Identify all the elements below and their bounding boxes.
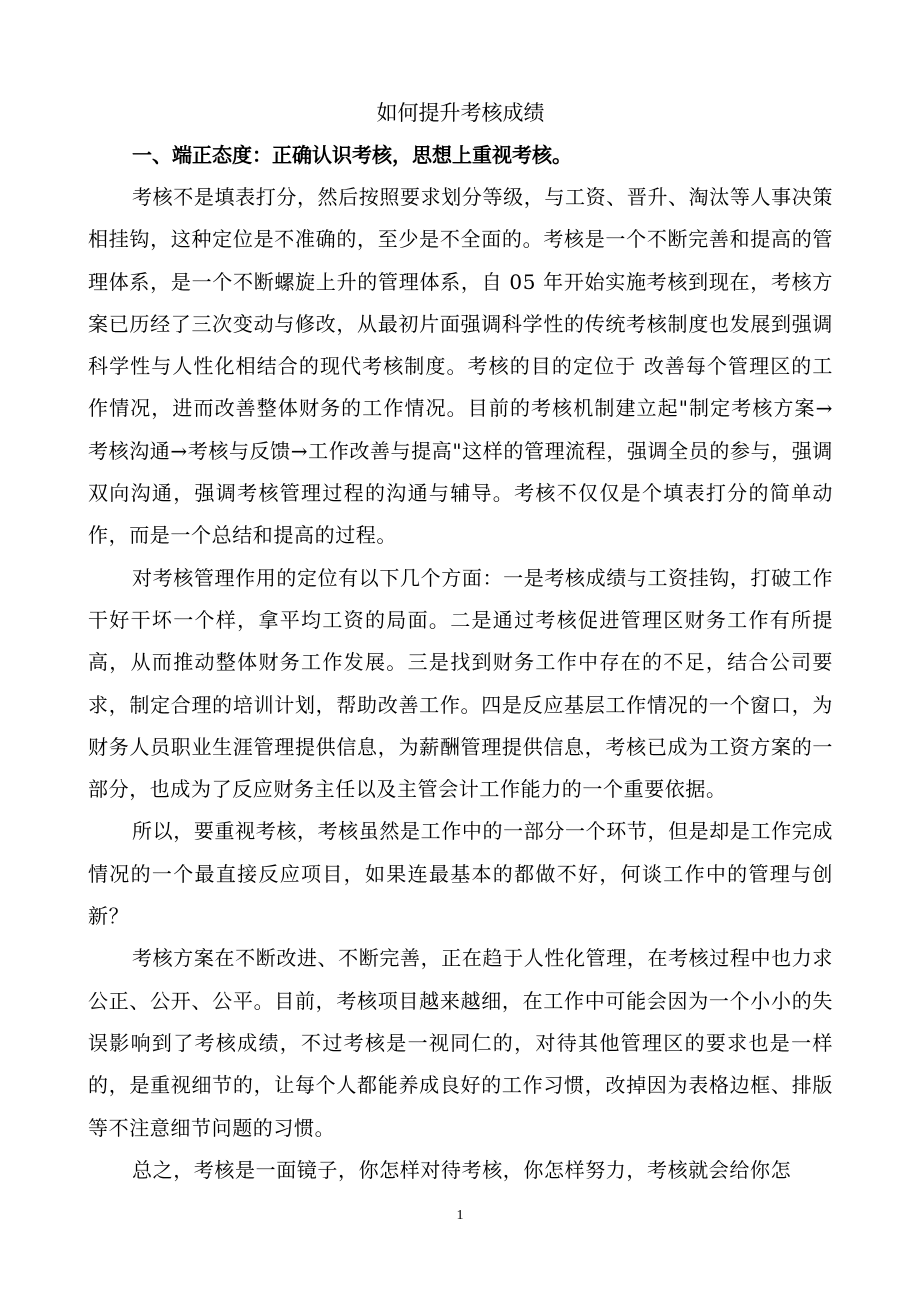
paragraph-5: 总之，考核是一面镜子，你怎样对待考核，你怎样努力，考核就会给你怎 xyxy=(132,1157,792,1182)
paragraph-4: 考核方案在不断改进、不断完善，正在趋于人性化管理，在考核过程中也力求公正、公开、公平。目前，考核项目越来越细，在工作中可能会因为一个小小的失误影响到了考核成绩，不过考核是一视同仁的，对待其他管理区的要求也是一样的，是重视细节的，让每个人都能养成良好的工作习惯，改掉因为表格边框、排版等不注意细节问题的习惯。 xyxy=(88,946,833,1140)
page-title: 如何提升考核成绩 xyxy=(376,101,545,125)
document-body xyxy=(88,92,833,1191)
page-number: 1 xyxy=(456,1208,464,1223)
paragraph-3: 所以，要重视考核，考核虽然是工作中的一部分一个环节，但是却是工作完成情况的一个最直接反应项目，如果连最基本的都做不好，何谈工作中的管理与创新？ xyxy=(88,819,833,929)
section-heading: 一、端正态度：正确认识考核，思想上重视考核。 xyxy=(132,143,572,167)
paragraph-1: 考核不是填表打分，然后按照要求划分等级，与工资、晋升、淘汰等人事决策相挂钩，这种定位是不准确的，至少是不全面的。考核是一个不断完善和提高的管理体系，是一个不断螺旋上升的管理体系，自 05 年开始实施考核到现在，考核方案已历经了三次变动与修改，从最初片面强调科学性的传统考核制度也发展到强调科学性与人性化相结合的现代考核制度。考核的目的定位于 改善每个管理区的工作情况，进而改善整体财务的工作情况。目前的考核机制建立起"制定考核方案→考核沟通→考核与反馈→工作改善与提高"这样的管理流程，强调全员的参与，强调双向沟通，强调考核管理过程的沟通与辅导。考核不仅仅是个填表打分的简单动作，而是一个总结和提高的过程。 xyxy=(88,185,833,548)
paragraph-2: 对考核管理作用的定位有以下几个方面：一是考核成绩与工资挂钩，打破工作干好干坏一个样，拿平均工资的局面。二是通过考核促进管理区财务工作有所提高，从而推动整体财务工作发展。三是找到财务工作中存在的不足，结合公司要求，制定合理的培训计划，帮助改善工作。四是反应基层工作情况的一个窗口，为财务人员职业生涯管理提供信息，为薪酬管理提供信息，考核已成为工资方案的一部分，也成为了反应财务主任以及主管会计工作能力的一个重要依据。 xyxy=(88,565,833,802)
